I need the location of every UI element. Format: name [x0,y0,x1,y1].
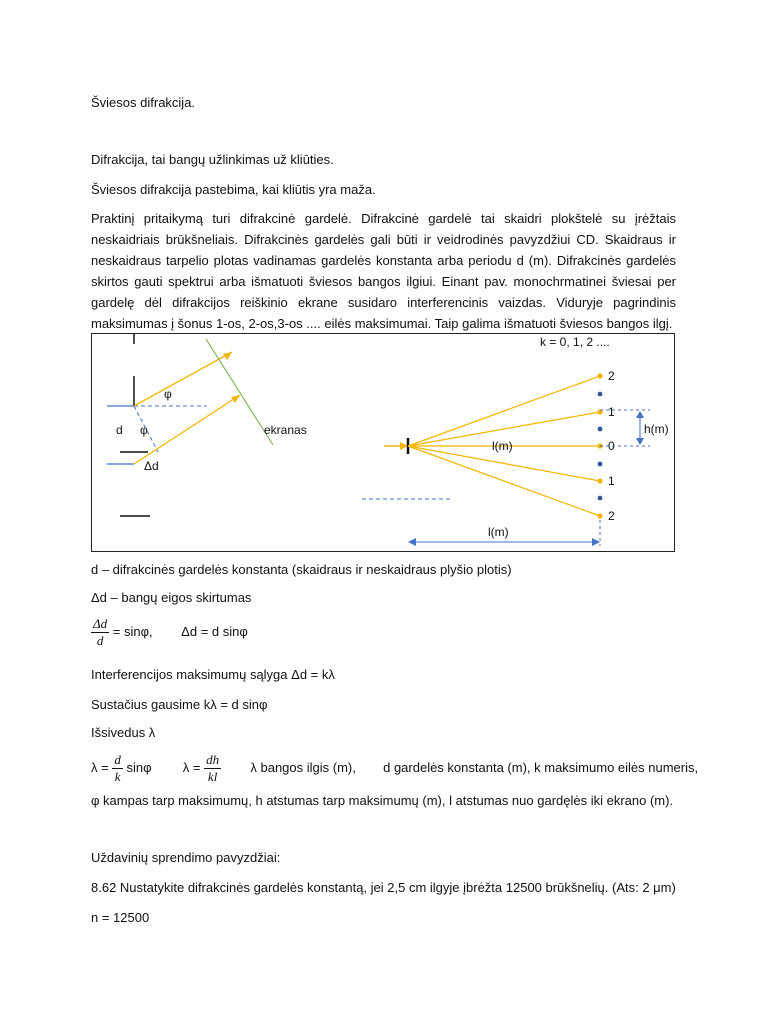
legend-phi-h-l: φ kampas tarp maksimumų, h atstumas tarp maksimumų (m), l atstumas nuo gardęlės iki ekrano (m). [91,793,674,808]
phi-label: φ [164,387,172,401]
maximum-dot [597,373,602,378]
diffracted-ray-2 [134,395,240,464]
definition-text: Difrakcija, tai bangų užlinkimas už kliūties. [91,152,334,167]
observation-text: Šviesos difrakcija pastebima, kai kliūtis yra maža. [91,182,376,197]
ray-arrowhead-1 [223,352,232,360]
minimum-dot [598,427,603,432]
combined-equation: Sustačius gausime kλ = d sinφ [91,697,268,712]
maximum-dot [597,478,602,483]
fan-ray [408,376,600,446]
fraction-denominator: d [96,633,104,648]
maximum-dot [597,513,602,518]
minimum-dot [598,462,603,467]
equation-2: Δd = d sinφ [181,623,248,639]
equation-1-rest: = sinφ, [112,623,153,639]
legend-lambda: λ bangos ilgis (m), [250,759,356,775]
sinphi-text: sinφ [126,759,152,775]
grating-paragraph: Praktinį pritaikymą turi difrakcinė gardelė. Difrakcinė gardelė tai skaidri plokštelė su įrėžtais neskaidriais brūkšneliais. Difrakcinės gardelės gali būti ir veidrodinės pavyzdžiui CD. Skaidraus ir neskaidraus tarpelio plotas vadinamas gardelės konstanta arba periodu d (m). Difrakcinės gardelės skirtos gauti spektrui arba išmatuoti šviesos bangos ilgiui. Einant pav. monochrmatinei šviesai per gardelę dėl difrakcijos reiškinio ekrane susidaro interferencinis vaizdas. Viduryje pagrindinis maksimumas į šonus 1-os, 2-os,3-os .... eilės maksimumai. Taip galima išmatuoti šviesos bangos ilgį. [91,211,676,331]
maxima-condition: Interferencijos maksimumų sąlyga Δd = kλ [91,667,335,682]
l-arrowhead-right [592,538,600,546]
l-bottom-label: l(m) [488,525,509,539]
l-arrowhead-left [408,538,416,546]
delta-definition: Δd – bangų eigos skirtumas [91,590,252,605]
fraction-dh-over-kl [204,752,221,785]
order-label: 1 [608,474,615,488]
fraction-numerator: dh [206,752,220,767]
fan-ray [408,446,600,516]
h-arrowhead-down [636,438,644,445]
d-label: d [116,423,123,437]
ray-arrowhead-2 [231,395,240,403]
problem-8-62: 8.62 Nustatykite difrakcinės gardelės konstantą, jei 2,5 cm ilgyje įbrėžta 12500 brūkšnelių. (Ats: 2 μm) [91,880,676,895]
h-label: h(m) [644,422,669,436]
fraction-d-over-k [112,752,123,785]
diffraction-figure [91,333,675,552]
express-lambda: Išsivedus λ [91,725,156,740]
fraction-denominator: k [114,769,121,784]
lambda-eq-1-label: λ = [91,759,109,775]
delta-d-label: Δd [144,459,159,473]
examples-heading: Uždavinių sprendimo pavyzdžiai: [91,850,281,865]
equation-row-1 [91,616,248,649]
d-definition: d – difrakcinės gardelės konstanta (skaidraus ir neskaidraus plyšio plotis) [91,562,512,577]
given-n: n = 12500 [91,910,150,925]
order-label: 2 [608,369,615,383]
diffracted-ray-1 [134,352,232,406]
order-label: 2 [608,509,615,523]
legend-d-k: d gardelės konstanta (m), k maksimumo eilės numeris, [383,759,699,775]
lambda-eq-2-label: λ = [182,759,201,775]
wavefront-line [206,339,273,445]
page-title: Šviesos difrakcija. [91,95,196,110]
minimum-dot [598,392,603,397]
fraction-denominator: kl [207,769,218,784]
l-center-label: l(m) [492,439,513,453]
minimum-dot [598,496,603,501]
k-label: k = 0, 1, 2 .... [540,335,610,349]
screen-label: ekranas [264,423,307,437]
lambda-equations [91,752,698,785]
order-label: 1 [608,405,615,419]
fraction-delta-d [91,616,109,649]
phi-label-2: φ [140,423,148,437]
order-label: 0 [608,439,615,453]
h-arrowhead-up [636,411,644,418]
fraction-numerator: Δd [93,616,108,631]
diffraction-diagram [92,334,674,551]
fraction-numerator: d [114,752,121,767]
